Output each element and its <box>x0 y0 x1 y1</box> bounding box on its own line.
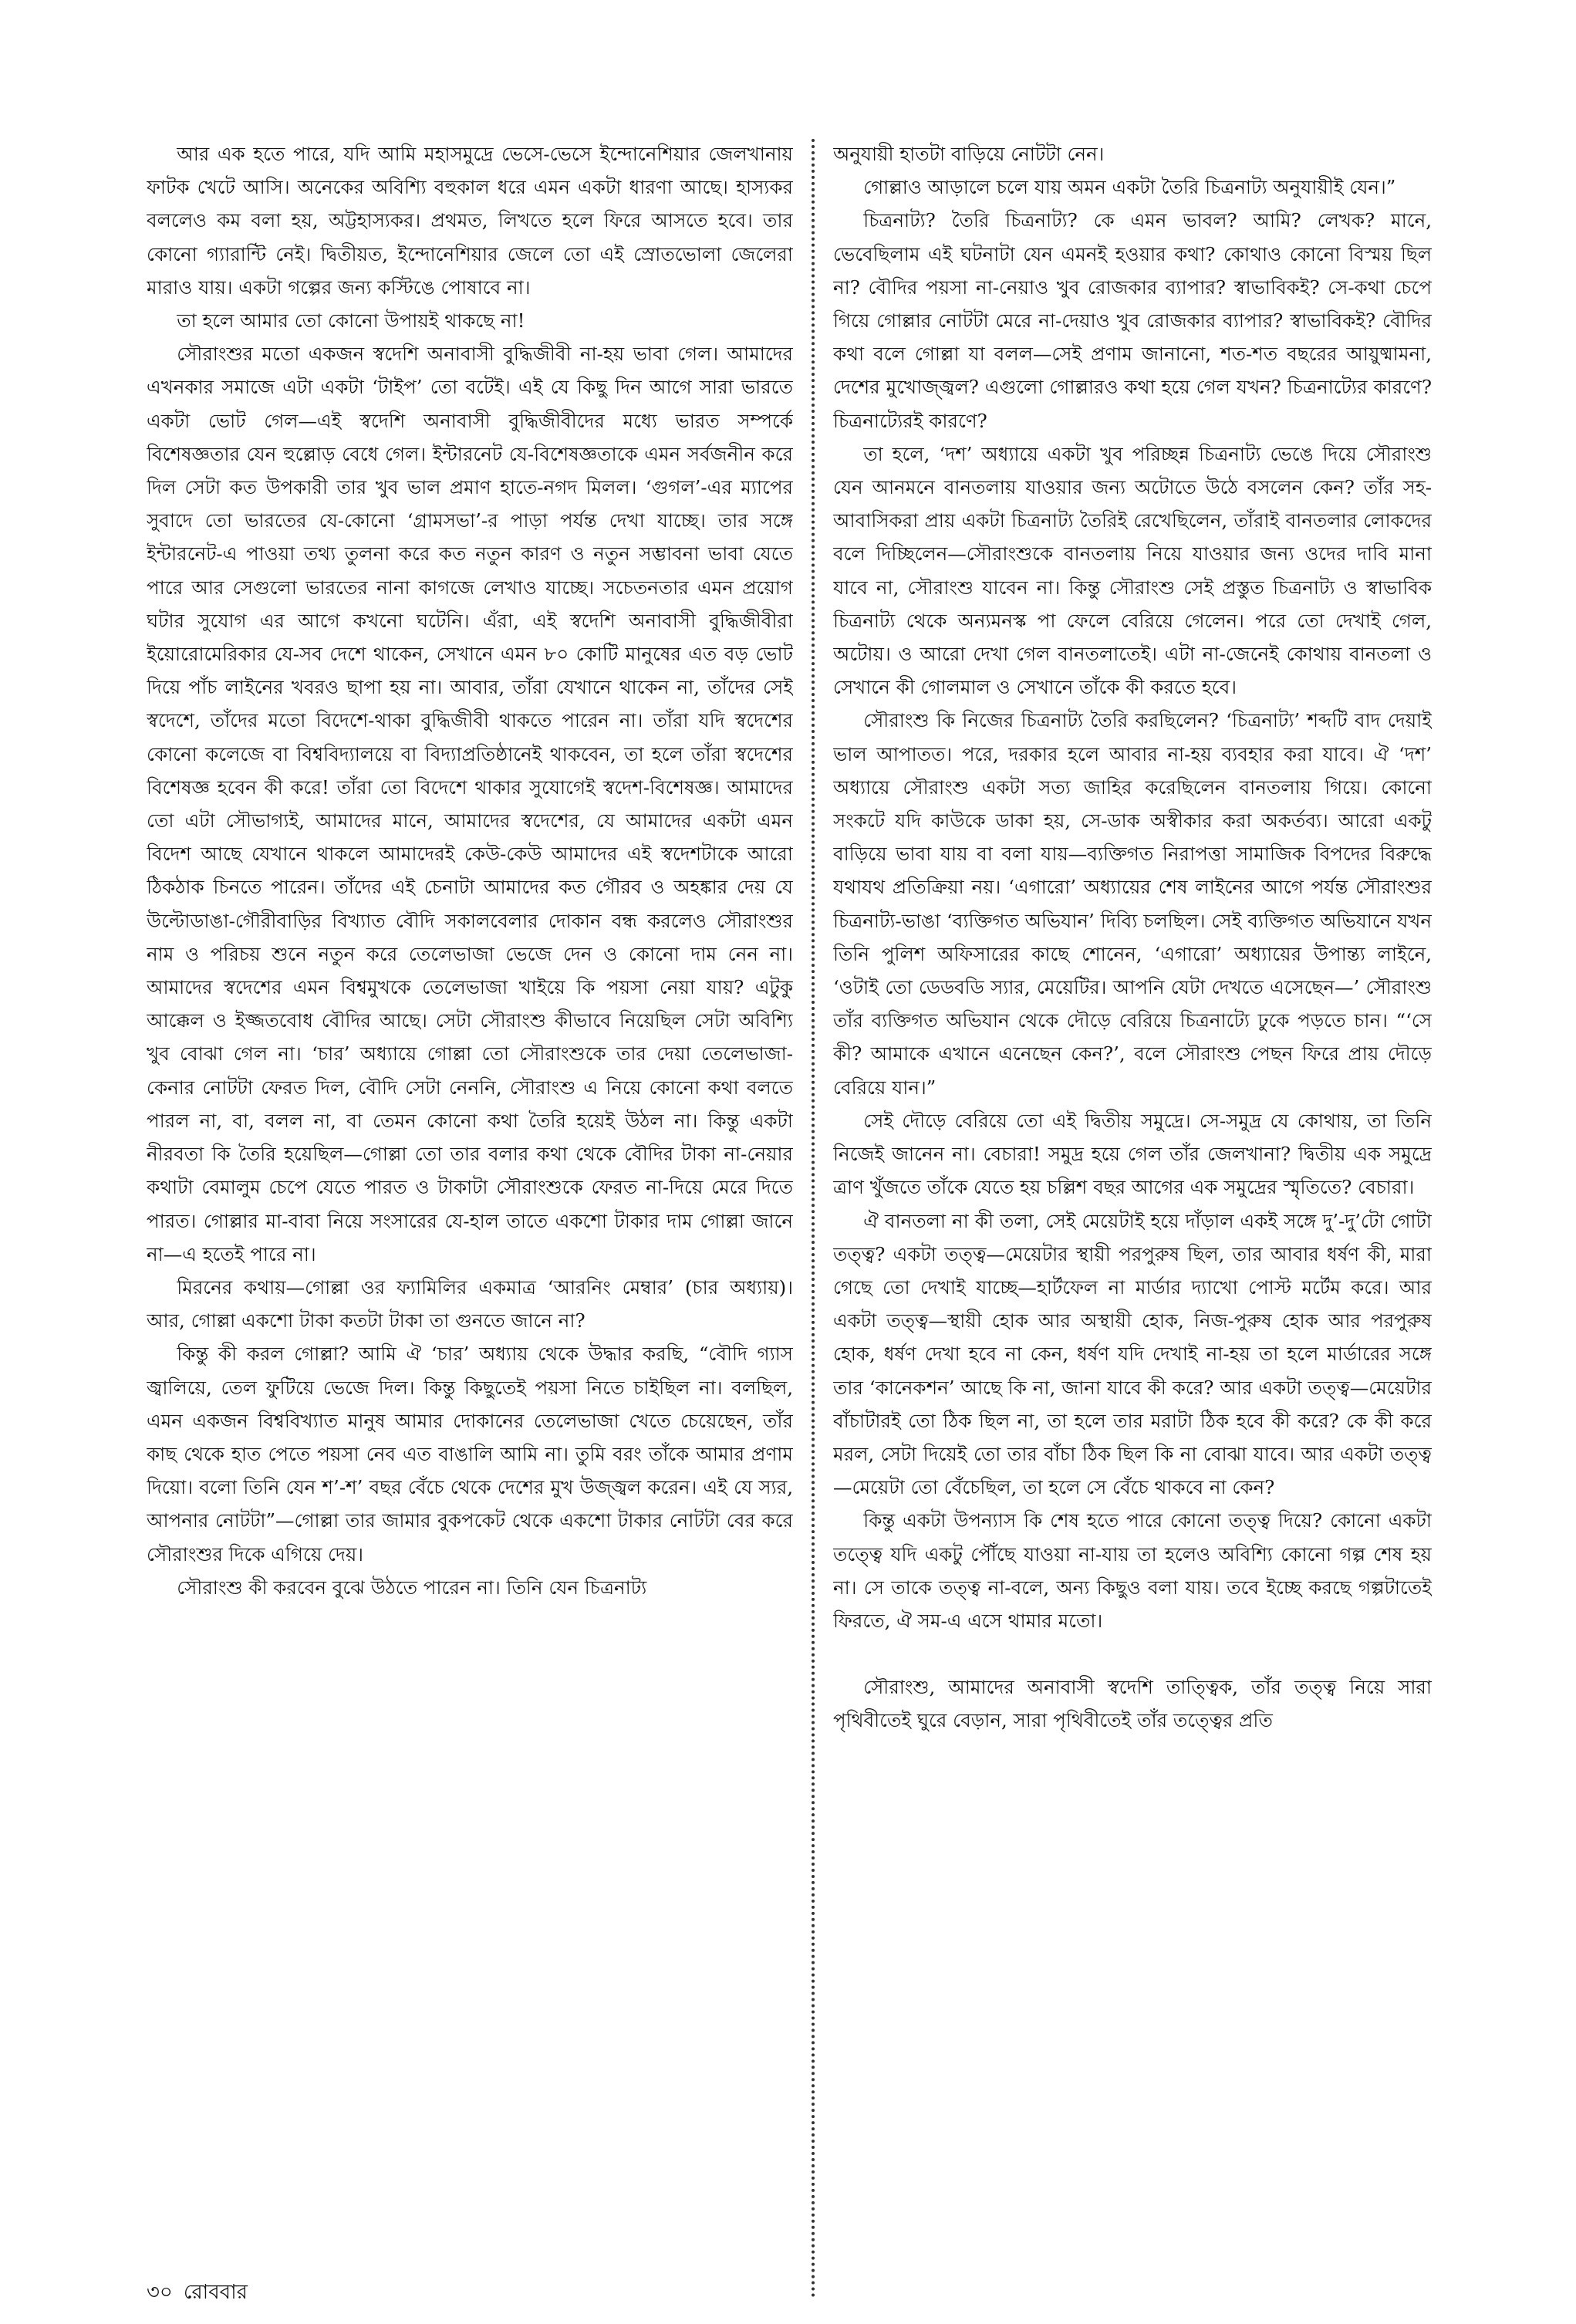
paragraph: মিরনের কথায়—গোল্লা ওর ফ্যামিলির একমাত্র ‘আরনিং মেম্বার’ (চার অধ্যায়)। আর, গোল্লা একশো টাকা কতটা টাকা তা গুনতে জানে না? <box>147 1275 793 1333</box>
paragraph: সেই দৌড়ে বেরিয়ে তো এই দ্বিতীয় সমুদ্রে। সে-সমুদ্র যে কোথায়, তা তিনি নিজেই জানেন না। বেচারা! সমুদ্র হয়ে গেল তাঁর জেলখানা? দ্বিতীয় এক সমুদ্রে ত্রাণ খুঁজতে তাঁকে যেতে হয় চল্লিশ বছর আগের এক সমুদ্রের স্মৃতিতে? বেচারা। <box>833 1109 1432 1199</box>
page-footer <box>147 2276 258 2310</box>
paragraph: তা হলে আমার তো কোনো উপায়ই থাকছে না! <box>177 309 525 333</box>
page-number: ৩০ <box>147 2281 173 2304</box>
magazine-name: রোববার <box>183 2281 248 2304</box>
paragraph: তা হলে, ‘দশ’ অধ্যায়ে একটা খুব পরিচ্ছন্ন চিত্রনাট্য ভেঙে দিয়ে সৌরাংশু যেন আনমনে বানতলায় যাওয়ার জন্য অটোতে উঠে বসলেন কেন? তাঁর সহ-আবাসিকরা প্রায় একটা চিত্রনাট্য তৈরিই রেখেছিলেন, তাঁরাই বানতলার লোকদের বলে দিচ্ছিলেন—সৌরাংশুকে বানতলায় নিয়ে যাওয়ার জন্য ওদের দাবি মানা যাবে না, সৌরাংশু যাবেন না। কিন্তু সৌরাংশু সেই প্রস্তুত চিত্রনাট্য ও স্বাভাবিক চিত্রনাট্য থেকে অন্যমনস্ক পা ফেলে বেরিয়ে গেলেন। পরে তো দেখাই গেল, অটোয়। ও আরো দেখা গেল বানতলাতেই। এটা না-জেনেই কোথায় বানতলা ও সেখানে কী গোলমাল ও সেখানে তাঁকে কী করতে হবে। <box>833 442 1432 699</box>
paragraph: চিত্রনাট্য? তৈরি চিত্রনাট্য? কে এমন ভাবল? আমি? লেখক? মানে, ভেবেছিলাম এই ঘটনাটা যেন এমনই হওয়ার কথা? কোথাও কোনো বিস্ময় ছিল না? বৌদির পয়সা না-নেয়াও খুব রোজকার ব্যাপার? স্বাভাবিকই? সে-কথা চেপে গিয়ে গোল্লার নোটটা মেরে না-দেয়াও খুব রোজকার ব্যাপার? স্বাভাবিকই? বৌদির কথা বলে গোল্লা যা বলল—সেই প্রণাম জানানো, শত-শত বছরের আয়ুষ্মামনা, দেশের মুখোজ্জ্বল? এগুলো গোল্লারও কথা হয়ে গেল যখন? চিত্রনাট্যের কারণে? চিত্রনাট্যেরই কারণে? <box>833 209 1432 432</box>
paragraph: কিন্তু কী করল গোল্লা? আমি ঐ ‘চার’ অধ্যায় থেকে উদ্ধার করছি, “বৌদি গ্যাস জ্বালিয়ে, তেল ফুটিয়ে ভেজে দিল। কিন্তু কিছুতেই পয়সা নিতে চাইছিল না। বলছিল, এমন একজন বিশ্ববিখ্যাত মানুষ আমার দোকানের তেলেভাজা খেতে চেয়েছেন, তাঁর কাছ থেকে হাত পেতে পয়সা নেব এত বাঙালি আমি না। তুমি বরং তাঁকে আমার প্রণাম দিয়ো। বলো তিনি যেন শ’-শ’ বছর বেঁচে থেকে দেশের মুখ উজ্জ্বল করেন। এই যে স্যর, আপনার নোটটা”—গোল্লা তার জামার বুকপকেট থেকে একশো টাকার নোটটা বের করে সৌরাংশুর দিকে এগিয়ে দেয়। <box>147 1343 793 1566</box>
paragraph: সৌরাংশু কী করবেন বুঝে উঠতে পারেন না। তিনি যেন চিত্রনাট্য <box>177 1576 647 1599</box>
paragraph: গোল্লাও আড়ালে চলে যায় অমন একটা তৈরি চিত্রনাট্য অনুযায়ীই যেন।” <box>863 176 1396 199</box>
left-column <box>147 137 793 2259</box>
paragraph: অনুযায়ী হাতটা বাড়িয়ে নোটটা নেন। <box>833 143 1105 165</box>
paragraph: সৌরাংশু কি নিজের চিত্রনাট্য তৈরি করছিলেন? ‘চিত্রনাট্য’ শব্দটি বাদ দেয়াই ভাল আপাতত। পরে, দরকার হলে আবার না-হয় ব্যবহার করা যাবে। ঐ ‘দশ’ অধ্যায়ে সৌরাংশু একটা সত্য জাহির করেছিলেন বানতলায় গিয়ে। কোনো সংকটে যদি কাউকে ডাকা হয়, সে-ডাক অস্বীকার করা অকর্তব্য। আরো একটু বাড়িয়ে ভাবা যায় বা বলা যায়—ব্যক্তিগত নিরাপত্তা সামাজিক বিপদের বিরুদ্ধে যথাযথ প্রতিক্রিয়া নয়। ‘এগারো’ অধ্যায়ের শেষ লাইনের আগে পর্যন্ত সৌরাংশুর চিত্রনাট্য-ভাঙা ‘ব্যক্তিগত অভিযান’ দিব্যি চলছিল। সেই ব্যক্তিগত অভিযানে যখন তিনি পুলিশ অফিসারের কাছে শোনেন, ‘এগারো’ অধ্যায়ের উপান্ত্য লাইনে, ‘ওটাই তো ডেডবডি স্যার, মেয়েটির। আপনি যেটা দেখতে এসেছেন—’ সৌরাংশু তাঁর ব্যক্তিগত অভিযান থেকে দৌড়ে বেরিয়ে চিত্রনাট্যে ঢুকে পড়তে চান। “‘সে কী? আমাকে এখানে এনেছেন কেন?’, বলে সৌরাংশু পেছন ফিরে প্রায় দৌড়ে বেরিয়ে যান।” <box>833 709 1432 1099</box>
paragraph: সৌরাংশুর মতো একজন স্বদেশি অনাবাসী বুদ্ধিজীবী না-হয় ভাবা গেল। আমাদের এখনকার সমাজে এটা একটা ‘টাইপ’ তো বটেই। এই যে কিছু দিন আগে সারা ভারতে একটা ভোট গেল—এই স্বদেশি অনাবাসী বুদ্ধিজীবীদের মধ্যে ভারত সম্পর্কে বিশেষজ্ঞতার যেন হুল্লোড় বেধে গেল। ইন্টারনেট যে-বিশেষজ্ঞতাকে এমন সর্বজনীন করে দিল সেটা কত উপকারী তার খুব ভাল প্রমাণ হাতে-নগদ মিলল। ‘গুগল’-এর ম্যাপের সুবাদে তো ভারতের যে-কোনো ‘গ্রামসভা’-র পাড়া পর্যন্ত দেখা যাচ্ছে। তার সঙ্গে ইন্টারনেট-এ পাওয়া তথ্য তুলনা করে কত নতুন কারণ ও নতুন সম্ভাবনা ভাবা যেতে পারে আর সেগুলো ভারতের নানা কাগজে লেখাও যাচ্ছে। সচেতনতার এমন প্রয়োগ ঘটার সুযোগ এর আগে কখনো ঘটেনি। এঁরা, এই স্বদেশি অনাবাসী বুদ্ধিজীবীরা ইয়োরোমেরিকার যে-সব দেশে থাকেন, সেখানে এমন ৮০ কোটি মানুষের এত বড় ভোট দিয়ে পাঁচ লাইনের খবরও ছাপা হয় না। আবার, তাঁরা যেখানে থাকেন না, তাঁদের সেই স্বদেশে, তাঁদের মতো বিদেশে-থাকা বুদ্ধিজীবী থাকতে পারেন না। তাঁরা যদি স্বদেশের কোনো কলেজে বা বিশ্ববিদ্যালয়ে বা বিদ্যাপ্রতিষ্ঠানেই থাকবেন, তা হলে তাঁরা স্বদেশের বিশেষজ্ঞ হবেন কী করে! তাঁরা তো বিদেশে থাকার সুযোগেই স্বদেশ-বিশেষজ্ঞ। আমাদের তো এটা সৌভাগ্যই, আমাদের মানে, আমাদের স্বদেশের, যে আমাদের একটা এমন বিদেশ আছে যেখানে থাকলে আমাদেরই কেউ-কেউ আমাদের এই স্বদেশটাকে আরো ঠিকঠাক চিনতে পারেন। তাঁদের এই চেনাটা আমাদের কত গৌরব ও অহঙ্কার দেয় যে উল্টোডাঙা-গৌরীবাড়ির বিখ্যাত বৌদি সকালবেলার দোকান বন্ধ করলেও সৌরাংশুর নাম ও পরিচয় শুনে নতুন করে তেলেভাজা ভেজে দেন ও কোনো দাম নেন না। আমাদের স্বদেশের এমন বিশ্বমুখকে তেলেভাজা খাইয়ে কি পয়সা নেয়া যায়? এটুকু আক্কেল ও ইজ্জতবোধ বৌদির আছে। সেটা সৌরাংশু কীভাবে নিয়েছিল সেটা অবিশ্যি খুব বোঝা গেল না। ‘চার’ অধ্যায়ে গোল্লা তো সৌরাংশুকে তার দেয়া তেলেভাজা-কেনার নোটটা ফেরত দিল, বৌদি সেটা নেননি, সৌরাংশু এ নিয়ে কোনো কথা বলতে পারল না, বা, বলল না, বা তেমন কোনো কথা তৈরি হয়েই উঠল না। কিন্তু একটা নীরবতা কি তৈরি হয়েছিল—গোল্লা তো তার বলার কথা থেকে বৌদির টাকা না-নেয়ার কথাটা বেমালুম চেপে যেতে পারত ও টাকাটা সৌরাংশুকে ফেরত না-দিয়ে মেরে দিতে পারত। গোল্লার মা-বাবা নিয়ে সংসারের যে-হাল তাতে একশো টাকার দাম গোল্লা জানে না—এ হতেই পারে না। <box>147 343 793 1265</box>
paragraph: ঐ বানতলা না কী তলা, সেই মেয়েটাই হয়ে দাঁড়াল একই সঙ্গে দু’-দু’টো গোটা তত্ত্ব? একটা তত্ত্ব—মেয়েটার স্থায়ী পরপুরুষ ছিল, তার আবার ধর্ষণ কী, মারা গেছে তো দেখাই যাচ্ছে—হার্টফেল না মার্ডার দ্যাখো পোস্ট মর্টেম করে। আর একটা তত্ত্ব—স্থায়ী হোক আর অস্থায়ী হোক, নিজ-পুরুষ হোক আর পরপুরুষ হোক, ধর্ষণ দেখা হবে না কেন, ধর্ষণ যদি দেখাই না-হয় তা হলে মার্ডারের সঙ্গে তার ‘কানেকশন’ আছে কি না, জানা যাবে কী করে? আর একটা তত্ত্ব—মেয়েটার বাঁচাটারই তো ঠিক ছিল না, তা হলে তার মরাটা ঠিক হবে কী করে? কে কী করে মরল, সেটা দিয়েই তো তার বাঁচা ঠিক ছিল কি না বোঝা যাবে। আর একটা তত্ত্ব—মেয়েটা তো বেঁচেছিল, তা হলে সে বেঁচে থাকবে না কেন? <box>833 1209 1432 1499</box>
paragraph: সৌরাংশু, আমাদের অনাবাসী স্বদেশি তাত্ত্বিক, তাঁর তত্ত্ব নিয়ে সারা পৃথিবীতেই ঘুরে বেড়ান, সারা পৃথিবীতেই তাঁর তত্ত্বের প্রতি <box>833 1676 1432 1732</box>
right-column <box>833 137 1432 2259</box>
paragraph: কিন্তু একটা উপন্যাস কি শেষ হতে পারে কোনো তত্ত্ব দিয়ে? কোনো একটা তত্ত্বে যদি একটু পৌঁছে যাওয়া না-যায় তা হলেও অবিশ্যি কোনো গল্প শেষ হয় না। সে তাকে তত্ত্ব না-বলে, অন্য কিছুও বলা যায়। তবে ইচ্ছে করছে গল্পটাতেই ফিরতে, ঐ সম-এ এসে থামার মতো। <box>833 1509 1432 1632</box>
column-divider <box>812 139 815 2299</box>
paragraph: আর এক হতে পারে, যদি আমি মহাসমুদ্রে ভেসে-ভেসে ইন্দোনেশিয়ার জেলখানায় ফাটক খেটে আসি। অনেকের অবিশ্যি বহুকাল ধরে এমন একটা ধারণা আছে। হাস্যকর বললেও কম বলা হয়, অট্টহাস্যকর। প্রথমত, লিখতে হলে ফিরে আসতে হবে। তার কোনো গ্যারান্টি নেই। দ্বিতীয়ত, ইন্দোনেশিয়ার জেলে তো এই স্রোতভোলা জেলেরা মারাও যায়। একটা গল্পের জন্য কস্টিঙে পোষাবে না। <box>147 143 793 299</box>
